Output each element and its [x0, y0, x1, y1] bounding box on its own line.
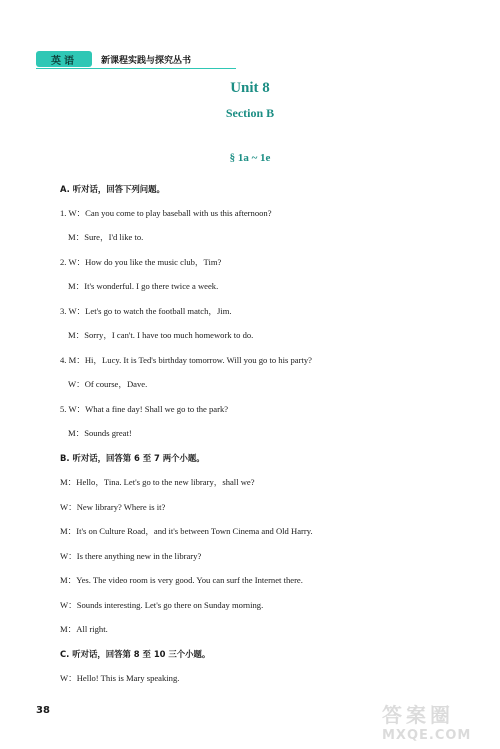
dialogue-line: 5. W：What a fine day! Shall we go to the park?	[60, 404, 229, 414]
dialogue-line: M：Sounds great!	[68, 428, 132, 438]
dialogue-line: M：Yes. The video room is very good. You can surf the Internet there.	[60, 575, 303, 585]
part-a-heading: A. 听对话，回答下列问题。	[60, 184, 165, 194]
watermark-top: 答案圈	[382, 703, 454, 727]
dialogue-line: W：Hello! This is Mary speaking.	[60, 673, 180, 683]
lesson-range: § 1a ~ 1e	[229, 152, 271, 164]
dialogue-line: W：New library? Where is it?	[60, 502, 166, 512]
dialogue-line: W：Sounds interesting. Let's go there on Sunday morning.	[60, 600, 264, 610]
section-title: Section B	[225, 106, 275, 120]
watermark-logo	[382, 699, 492, 743]
dialogue-line: M：Hello，Tina. Let's go to the new library，shall we?	[60, 477, 255, 487]
dialogue-line: M：It's wonderful. I go there twice a week.	[68, 281, 219, 291]
page-number: 38	[36, 705, 50, 716]
dialogue-line: M：Sorry，I can't. I have too much homework to do.	[68, 330, 254, 340]
header-rule	[36, 68, 236, 69]
watermark-bottom: MXQE.COM	[382, 728, 472, 743]
series-title: 新课程实践与探究丛书	[101, 55, 192, 66]
part-c-heading: C. 听对话，回答第 8 至 10 三个小题。	[60, 649, 211, 659]
dialogue-line: W：Of course，Dave.	[68, 379, 148, 389]
dialogue-line: 3. W：Let's go to watch the football match，Jim.	[60, 306, 232, 316]
dialogue-line: W：Is there anything new in the library?	[60, 551, 202, 561]
page-header	[36, 51, 191, 67]
subject-badge: 英语	[36, 51, 92, 67]
dialogue-line: M：All right.	[60, 624, 108, 634]
dialogue-line: 4. M：Hi，Lucy. It is Ted's birthday tomorrow. Will you go to his party?	[60, 355, 312, 365]
dialogue-line: 1. W：Can you come to play baseball with us this afternoon?	[60, 208, 272, 218]
unit-title: Unit 8	[230, 80, 270, 96]
dialogue-line: M：It's on Culture Road，and it's between Town Cinema and Old Harry.	[60, 526, 313, 536]
dialogue-line: 2. W：How do you like the music club，Tim?	[60, 257, 222, 267]
dialogue-line: M：Sure，I'd like to.	[68, 232, 144, 242]
part-b-heading: B. 听对话，回答第 6 至 7 两个小题。	[60, 453, 205, 463]
